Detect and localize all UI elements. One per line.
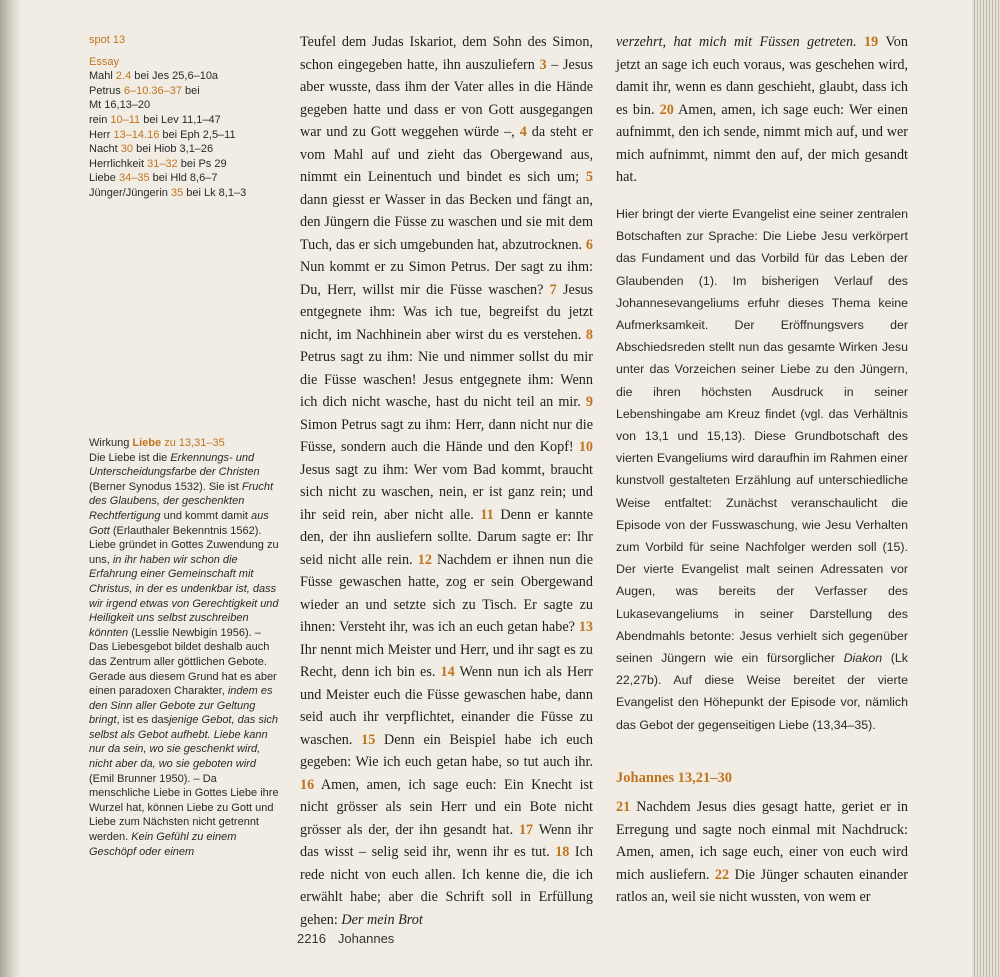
bible-text-continued — [616, 31, 908, 189]
commentary-essay — [616, 203, 908, 736]
verse-number: 22 — [714, 866, 730, 883]
verse-number: 19 — [864, 34, 879, 50]
verse-number: 16 — [300, 776, 315, 793]
quote-text: in ihr haben wir schon die Erfahrung einer Gemeinschaft mit Christus, in der es undenkbar ist, dass wir irgend etwas von Gerechtigkeit und Heiligkeit uns selbst zuschreiben könnten — [89, 553, 279, 639]
reference-term: rein — [89, 113, 111, 126]
verse-number: 6 — [585, 236, 593, 253]
essay-reference-list — [89, 69, 279, 200]
body-text: Die Liebe ist die — [89, 451, 171, 464]
verse-text: Ihr nennt mich Meister und Herr, und ihr sagt es zu Recht, denn ich bin es. — [300, 641, 593, 680]
body-text: (Erlauthaler Bekenntnis 1562). Liebe gründet in Gottes Zuwendung zu uns, — [89, 524, 279, 566]
essay-text: Hier bringt der vierte Evangelist eine seiner zentralen Botschaften zur Sprache: Die Liebe Jesu verkörpert das Fundament und das Vorbild für das Leben der Glaubenden (1). Im bisherigen Verlauf des Johannesevangeliums erfuhr dieses Thema keine Aufmerksamkeit. Der Eröffnungsvers der Abschiedsreden stellt nun das gesamte Wirken Jesu unter das Vorzeichen seiner Liebe zu den Jüngern, die ihren höchsten Ausdruck in seiner Lebenshingabe am Kreuz findet (vgl. das Verhältnis von 13,1 und 15,13). Diese Grundbotschaft des vierten Evangeliums wird daraufhin im Rahmen einer kunstvoll gestalteten Erzählung auf unterschiedliche Weise entfaltet: Zunächst veranschaulicht die Episode von der Fusswaschung, wie Jesu Verhalten zum Vorbild für seine Nachfolger werden soll (15). Der vierte Evangelist malt seinen Adressaten vor Augen, was bereits der Verfasser des Lukasevangeliums in seiner Darstellung des Abendmahls betonte: Jesus verhielt sich gegenüber seinen Jüngern wie ein fürsorglicher — [616, 207, 908, 666]
verse-text: Jesus entgegnete ihm: Was ich tue, begreifst du jetzt nicht, im Nachhinein aber wirst du es verstehen. — [300, 281, 593, 343]
verse-text: Denn er kannte den, der ihn ausliefern sollte. Darum sagte er: Ihr seid nicht alle rein. — [300, 506, 593, 568]
reference-target: bei Eph 2,5–11 — [159, 128, 236, 141]
quote-text: Erkennungs- und Unterscheidungsfarbe der Christen — [89, 451, 260, 479]
reference-verses: 35 — [170, 186, 184, 199]
reference-verses: 34–35 — [118, 172, 150, 185]
page-gutter — [0, 0, 20, 977]
verse-number: 7 — [549, 281, 557, 298]
reference-target: bei Ps 29 — [177, 157, 227, 170]
reference-verses: 10–11 — [110, 113, 141, 126]
scripture-quote: Der mein Brot — [341, 911, 423, 928]
section-heading: Johannes 13,21–30 — [616, 770, 733, 786]
verse-text: Ich rede nicht von euch allen. Ich kenne die, die ich erwählt habe; aber die Schrift soll in Erfüllung gehen: — [300, 844, 593, 928]
essay-reference — [89, 98, 279, 113]
essay-reference — [89, 171, 279, 186]
essay-reference — [89, 186, 279, 201]
reference-term: Herr — [89, 128, 114, 141]
page-number: 2216 — [297, 931, 326, 946]
essay-text: (Lk 22,27b). Auf diese Weise bereitet der vierte Evangelist den Höhepunkt der Episode vor, nämlich das Gebot der gegenseitigen Liebe (13,34–35). — [616, 651, 909, 732]
verse-number: 20 — [659, 101, 674, 118]
quote-text: aus Gott — [89, 509, 269, 537]
body-text: (Emil Brunner 1950). – Da menschliche Liebe in Gottes Liebe ihre Wurzel hat, können Liebe zu Gott und Liebe zum Nächsten nicht getrennt werden. — [89, 772, 279, 844]
bible-text-column — [300, 31, 593, 931]
body-text: und kommt damit — [160, 509, 252, 522]
page-edge — [972, 0, 1000, 977]
wirkung-title — [89, 436, 279, 451]
wirkung-title-pre: Wirkung — [89, 437, 133, 449]
reference-term: Mt 16,13–20 — [89, 99, 151, 112]
verse-number: 11 — [480, 506, 494, 523]
quote-text: Frucht des Glaubens, der geschenkten Rechtfertigung — [89, 480, 274, 522]
verse-number: 18 — [555, 844, 570, 860]
wirkung-title-word: Liebe — [132, 437, 162, 449]
body-text: (Lesslie Newbigin 1956). – Das Liebesgebot bildet deshalb auch das Zentrum aller göttlichen Gebote. Gerade aus diesem Grund hat es aber einen paradoxen Charakter, — [89, 626, 277, 698]
verse-number: 17 — [518, 821, 534, 838]
spot-label: spot 13 — [89, 34, 126, 46]
verse-text: Petrus sagt zu ihm: Nie und nimmer sollst du mir die Füsse waschen! Jesus entgegnete ihm: Wenn ich dich nicht wasche, hast du nicht teil an mir. — [300, 349, 593, 410]
quote-text: jenige Gebot, das sich selbst als Gebot aufhebt. Liebe kann nur da sein, wo sie geschenkt wird, nicht aber da, wo sie geboten wird — [89, 714, 278, 771]
reference-verses: 2.4 — [115, 70, 132, 83]
reference-target: bei Lk 8,1–3 — [183, 186, 247, 199]
verse-text: Nachdem er ihnen nun die Füsse gewaschen hatte, zog er sein Obergewand wieder an und setzte sich zu Tisch. Er sagte zu ihnen: Versteht ihr, was ich an euch getan habe? — [300, 551, 593, 635]
verse-text: Die Jünger schauten einander ratlos an, weil sie nicht wussten, von wem er — [616, 866, 908, 905]
bible-text-section — [616, 796, 908, 909]
verse-number: 10 — [578, 439, 593, 455]
verse-text: Wenn nun ich als Herr und Meister euch die Füsse gewaschen habe, dann seid auch ihr verpflichtet, einander die Füsse zu waschen. — [300, 664, 593, 748]
verse-text — [857, 34, 864, 50]
reference-term: Nacht — [89, 143, 121, 156]
verse-number: 21 — [616, 799, 631, 815]
page-footer — [297, 931, 406, 946]
verse-text: Nachdem Jesus dies gesagt hatte, geriet er in Erregung und sagte noch einmal mit Nachdruck: Amen, amen, ich sage euch, einer von euch wird mich ausliefern. — [616, 799, 908, 883]
verse-text: dann giesst er Wasser in das Becken und fängt an, den Jüngern die Füsse zu waschen und sie mit dem Tuch, das er sich umgebunden hat, abzutrocknen. — [300, 191, 593, 253]
verse-text: Jesus sagt zu ihm: Wer vom Bad kommt, braucht sich nicht zu waschen, nein, er ist ganz rein; und ihr seid rein, aber nicht alle. — [300, 461, 593, 523]
essay-label: Essay — [89, 55, 119, 68]
verse-number: 13 — [578, 619, 593, 635]
reference-target: bei Lev 11,1–47 — [140, 113, 221, 126]
reference-term: Petrus — [89, 84, 124, 97]
verse-number: 14 — [440, 664, 455, 680]
verse-text: – Jesus aber wusste, dass ihm der Vater alles in die Hände gegeben hatte und dass er von Gott ausgegangen war und zu Gott weggehen würde –, — [300, 56, 593, 140]
essay-reference — [89, 157, 279, 172]
quote-text: Kein Gefühl zu einem Geschöpf oder einem — [89, 831, 237, 858]
verse-number: 3 — [539, 56, 547, 73]
reference-verses: 13–14.16 — [113, 128, 160, 141]
reference-target: bei Hiob 3,1–26 — [133, 143, 214, 156]
verse-text: Simon Petrus sagt zu ihm: Herr, dann nicht nur die Füsse, sondern auch die Hände und den Kopf! — [300, 416, 593, 455]
emphasis-text: Diakon — [843, 651, 883, 666]
verse-number: 12 — [417, 551, 432, 568]
reference-term: Herrlichkeit — [89, 157, 148, 170]
essay-reference — [89, 128, 279, 143]
verse-text: Denn ein Beispiel habe ich euch gegeben: Wie ich euch getan habe, so tut auch ihr. — [300, 731, 593, 770]
verse-number: 8 — [585, 326, 593, 343]
verse-text: Amen, amen, ich sage euch: Wer einen aufnimmt, den ich sende, nimmt mich auf, und wer mich aufnimmt, nimmt den auf, der mich gesandt hat. — [616, 101, 909, 185]
verse-number: 9 — [585, 394, 593, 410]
sidebar-refs — [89, 33, 279, 201]
reference-verses: 31–32 — [147, 157, 178, 170]
verse-text: Teufel dem Judas Iskariot, dem Sohn des Simon, schon eingegeben hatte, ihn auszuliefern — [300, 34, 593, 73]
reference-target: bei — [181, 84, 200, 97]
reference-term: Liebe — [89, 172, 119, 185]
reference-term: Jünger/Jüngerin — [89, 186, 171, 199]
verse-text: Wenn ihr das wisst – selig seid ihr, wenn ihr es tut. — [300, 821, 593, 860]
reference-target: bei Hld 8,6–7 — [149, 172, 218, 185]
scripture-quote: verzehrt, hat mich mit Füssen getreten. — [616, 34, 857, 50]
reference-verses: 6–10.36–37 — [123, 84, 182, 97]
essay-reference — [89, 84, 279, 99]
verse-text: Nun kommt er zu Simon Petrus. Der sagt zu ihm: Du, Herr, willst mir die Füsse waschen? — [300, 259, 593, 298]
body-text: , ist es das — [116, 714, 170, 727]
reference-target: bei Jes 25,6–10a — [131, 70, 219, 83]
essay-reference — [89, 142, 279, 157]
verse-text: Von jetzt an sage ich euch voraus, was geschehen wird, damit ihr, wenn es dann geschieht, glaubt, dass ich es bin. — [616, 34, 908, 118]
verse-number: 5 — [585, 169, 593, 185]
wirkung-text — [89, 451, 279, 860]
reference-verses: 30 — [120, 143, 134, 156]
verse-text: Amen, amen, ich sage euch: Ein Knecht ist nicht grösser als sein Herr und ein Bote nicht grösser als der, der ihn gesandt hat. — [300, 776, 593, 838]
reference-term: Mahl — [89, 70, 116, 83]
wirkung-box — [89, 436, 279, 859]
verse-text: da steht er vom Mahl auf und zieht das Obergewand aus, nimmt ein Leinentuch und bindet es sich um; — [300, 124, 593, 185]
running-head: Johannes — [337, 931, 395, 946]
body-text: (Berner Synodus 1532). Sie ist — [89, 480, 242, 493]
essay-reference — [89, 113, 279, 128]
wirkung-title-post: zu 13,31–35 — [161, 437, 225, 449]
quote-text: indem es den Sinn aller Gebote zur Geltung bringt — [89, 685, 273, 727]
verse-number: 15 — [361, 731, 376, 748]
verse-number: 4 — [519, 124, 527, 140]
essay-reference — [89, 69, 279, 84]
